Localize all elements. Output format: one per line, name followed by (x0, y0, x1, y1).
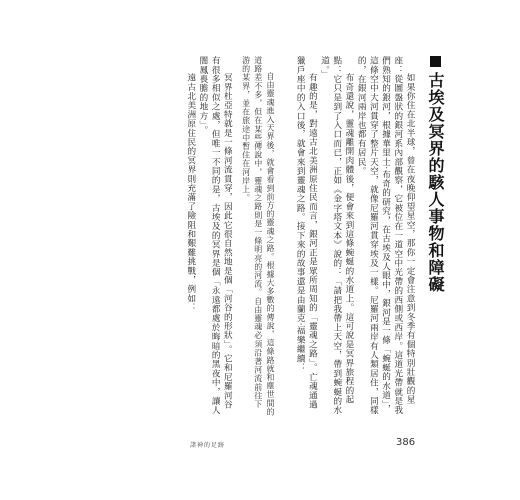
body-paragraph: 如果你住在北半球，曾在夜晚仰望星空，那你一定會注意到冬季有個特別壯觀的星座：從圖盤狀的銀河系內部觀察，它被位在一道空中光帶的西側或西岸。這道光帶就是我們熟知的銀河，根據華里士‧布奇的研究，在古埃及人眼中，銀河是一條「蜿蜒的水道」，這條空中大河貫穿了整片天空，就像尼羅河貫穿埃及一樣。尼羅河兩岸有人類居住，同樣的，在銀河兩岸也都有居民。 (356, 56, 415, 415)
heading-square-bullet-icon (430, 56, 441, 67)
running-footer-title: 諸神的足跡 (190, 442, 226, 449)
body-text (176, 56, 416, 416)
page-number: 386 (396, 437, 416, 448)
section-heading (424, 56, 447, 396)
body-paragraph: 遠古北美洲原住民的冥界則充滿了險阻和艱難挑戰，例如： (185, 73, 196, 313)
section-heading-text: 古埃及冥界的駭人事物和障礙 (426, 72, 445, 293)
block-quote: 自由靈魂進入天界後，就會看到前方的靈魂之路。根據大多數的傳說，這條路就和塵世間的道路差不多，但在某些傳說中，靈魂之路則是一條明亮的河流。自由靈魂必須沿著河流前往下游的某界，並在旅途中暫住在河岸上。 (241, 56, 275, 416)
body-paragraph: 布奇還說，靈魂離開肉體後，便會來到這條蜿蜒的水道上。這可說是冥界旅程的起點：它只是到了入口而已，正如《金字塔文本》說的：「請把我帶上天空，帶到蜿蜒的水道。」 (319, 56, 354, 415)
body-paragraph: 冥界杜亞特就是一條河流貫穿，因此它很自然地是個「河谷的形狀」。它和尼羅河谷有很多相似之處，但唯一不同的是，古埃及的冥界是個「永遠都處於晦暗的黑夜中，讓人闇鳳喪膽的地方」。 (197, 56, 233, 415)
body-paragraph: 有趣的是，對遠古北美洲原住民而言，銀河正是眾所周知的「靈魂之路」。亡魂通過獵戶座中的入口後，就會來到靈魂之路。接下來的故事還是由蘭克‧福樂繼續： (295, 56, 318, 410)
